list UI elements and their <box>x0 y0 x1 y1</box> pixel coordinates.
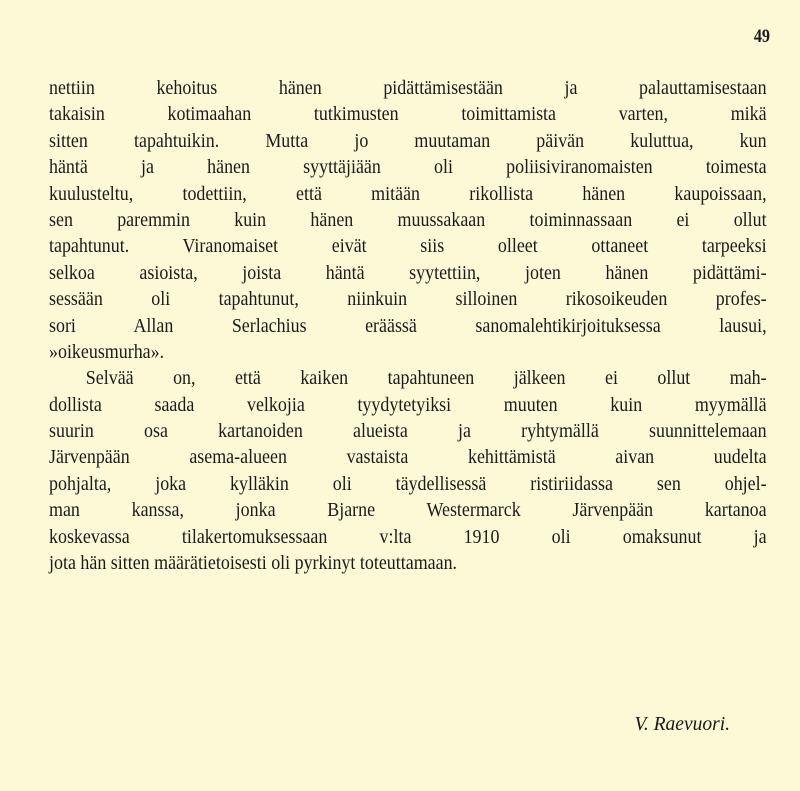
text-line: tapahtunut. Viranomaiset eivät siis olleet ottaneet tarpeeksi <box>49 236 767 258</box>
text-line: koskevassa tilakertomuksessaan v:lta 1910 oli omaksunut ja <box>49 526 767 548</box>
text-line: sessään oli tapahtunut, niinkuin silloinen rikosoikeuden profes- <box>49 289 767 311</box>
paragraph-2 <box>49 366 767 577</box>
text-line: selkoa asioista, joista häntä syytettiin, joten hänen pidättämi- <box>49 262 767 284</box>
body-text <box>49 76 767 577</box>
text-line: »oikeusmurha». <box>49 341 165 363</box>
text-line: pohjalta, joka kylläkin oli täydellisessä ristiriidassa sen ohjel- <box>49 473 767 495</box>
page-number: 49 <box>753 26 770 47</box>
signature: V. Raevuori. <box>634 714 730 735</box>
paragraph-1 <box>49 76 767 366</box>
text-line: sen paremmin kuin hänen muussakaan toiminnassaan ei ollut <box>49 209 767 231</box>
text-line: häntä ja hänen syyttäjiään oli poliisiviranomaisten toimesta <box>49 157 767 179</box>
text-line: kuulusteltu, todettiin, että mitään rikollista hänen kaupoissaan, <box>49 183 767 205</box>
text-line: sitten tapahtuikin. Mutta jo muutaman päivän kuluttua, kun <box>49 130 767 152</box>
text-line: takaisin kotimaahan tutkimusten toimittamista varten, mikä <box>49 104 767 126</box>
text-line: sori Allan Serlachius eräässä sanomalehtikirjoituksessa lausui, <box>49 315 767 337</box>
text-line: dollista saada velkojia tyydytetyiksi muuten kuin myymällä <box>49 394 767 416</box>
text-line: nettiin kehoitus hänen pidättämisestään ja palauttamisestaan <box>49 78 767 99</box>
text-line: Selvää on, että kaiken tapahtuneen jälkeen ei ollut mah- <box>85 368 767 390</box>
text-line: Järvenpään asema-alueen vastaista kehittämistä aivan uudelta <box>49 447 767 469</box>
text-line: man kanssa, jonka Bjarne Westermarck Järvenpään kartanoa <box>49 500 767 522</box>
text-line: suurin osa kartanoiden alueista ja ryhtymällä suunnittelemaan <box>49 421 767 443</box>
text-line: jota hän sitten määrätietoisesti oli pyrkinyt toteuttamaan. <box>49 553 458 575</box>
